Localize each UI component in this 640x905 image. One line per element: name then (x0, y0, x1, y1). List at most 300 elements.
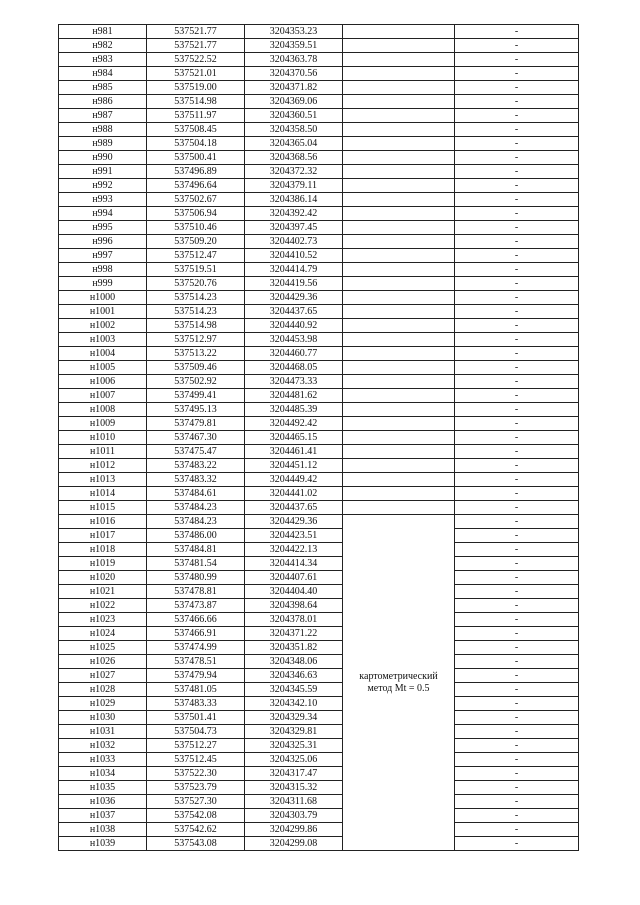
x-coordinate-cell: 537502.92 (147, 375, 245, 389)
y-coordinate-cell: 3204453.98 (245, 333, 343, 347)
x-coordinate-cell: 537484.61 (147, 487, 245, 501)
point-id-cell: н984 (59, 67, 147, 81)
x-coordinate-cell: 537501.41 (147, 711, 245, 725)
y-coordinate-cell: 3204368.56 (245, 151, 343, 165)
method-cell (343, 333, 455, 347)
point-id-cell: н1035 (59, 781, 147, 795)
x-coordinate-cell: 537514.98 (147, 319, 245, 333)
table-row (59, 53, 579, 67)
coordinates-table (58, 24, 579, 851)
extra-cell: - (455, 263, 579, 277)
table-row (59, 445, 579, 459)
x-coordinate-cell: 537484.23 (147, 515, 245, 529)
y-coordinate-cell: 3204465.15 (245, 431, 343, 445)
table-row (59, 487, 579, 501)
y-coordinate-cell: 3204414.79 (245, 263, 343, 277)
method-cell (343, 81, 455, 95)
x-coordinate-cell: 537481.54 (147, 557, 245, 571)
y-coordinate-cell: 3204468.05 (245, 361, 343, 375)
y-coordinate-cell: 3204365.04 (245, 137, 343, 151)
table-row (59, 235, 579, 249)
x-coordinate-cell: 537473.87 (147, 599, 245, 613)
y-coordinate-cell: 3204358.50 (245, 123, 343, 137)
table-row (59, 641, 579, 655)
extra-cell: - (455, 305, 579, 319)
point-id-cell: н983 (59, 53, 147, 67)
table-row (59, 571, 579, 585)
point-id-cell: н1031 (59, 725, 147, 739)
extra-cell: - (455, 599, 579, 613)
point-id-cell: н1011 (59, 445, 147, 459)
method-cell (343, 403, 455, 417)
y-coordinate-cell: 3204441.02 (245, 487, 343, 501)
table-row (59, 753, 579, 767)
extra-cell: - (455, 697, 579, 711)
extra-cell: - (455, 627, 579, 641)
method-cell (343, 221, 455, 235)
method-cell (343, 319, 455, 333)
point-id-cell: н1039 (59, 837, 147, 851)
table-row (59, 151, 579, 165)
table-row (59, 361, 579, 375)
table-row (59, 697, 579, 711)
table-row (59, 375, 579, 389)
table-row (59, 837, 579, 851)
x-coordinate-cell: 537466.66 (147, 613, 245, 627)
y-coordinate-cell: 3204422.13 (245, 543, 343, 557)
point-id-cell: н1019 (59, 557, 147, 571)
method-cell (343, 165, 455, 179)
table-row (59, 291, 579, 305)
method-cell (343, 193, 455, 207)
y-coordinate-cell: 3204492.42 (245, 417, 343, 431)
table-row (59, 39, 579, 53)
extra-cell: - (455, 669, 579, 683)
table-row (59, 389, 579, 403)
point-id-cell: н1036 (59, 795, 147, 809)
x-coordinate-cell: 537519.51 (147, 263, 245, 277)
y-coordinate-cell: 3204345.59 (245, 683, 343, 697)
extra-cell: - (455, 193, 579, 207)
table-row (59, 81, 579, 95)
y-coordinate-cell: 3204303.79 (245, 809, 343, 823)
y-coordinate-cell: 3204419.56 (245, 277, 343, 291)
y-coordinate-cell: 3204485.39 (245, 403, 343, 417)
table-row (59, 277, 579, 291)
method-cell (343, 109, 455, 123)
x-coordinate-cell: 537496.89 (147, 165, 245, 179)
extra-cell: - (455, 165, 579, 179)
point-id-cell: н991 (59, 165, 147, 179)
y-coordinate-cell: 3204311.68 (245, 795, 343, 809)
extra-cell: - (455, 319, 579, 333)
extra-cell: - (455, 725, 579, 739)
extra-cell: - (455, 571, 579, 585)
x-coordinate-cell: 537475.47 (147, 445, 245, 459)
table-row (59, 319, 579, 333)
y-coordinate-cell: 3204378.01 (245, 613, 343, 627)
table-row (59, 473, 579, 487)
x-coordinate-cell: 537483.33 (147, 697, 245, 711)
table-row (59, 165, 579, 179)
method-cell (343, 207, 455, 221)
x-coordinate-cell: 537523.79 (147, 781, 245, 795)
method-cell (343, 375, 455, 389)
y-coordinate-cell: 3204351.82 (245, 641, 343, 655)
extra-cell: - (455, 823, 579, 837)
extra-cell: - (455, 767, 579, 781)
table-row (59, 515, 579, 529)
x-coordinate-cell: 537496.64 (147, 179, 245, 193)
y-coordinate-cell: 3204397.45 (245, 221, 343, 235)
method-cell (343, 431, 455, 445)
point-id-cell: н1033 (59, 753, 147, 767)
x-coordinate-cell: 537508.45 (147, 123, 245, 137)
table-row (59, 823, 579, 837)
point-id-cell: н1032 (59, 739, 147, 753)
y-coordinate-cell: 3204437.65 (245, 305, 343, 319)
table-row (59, 599, 579, 613)
x-coordinate-cell: 537509.20 (147, 235, 245, 249)
x-coordinate-cell: 537512.27 (147, 739, 245, 753)
extra-cell: - (455, 487, 579, 501)
x-coordinate-cell: 537510.46 (147, 221, 245, 235)
method-cell (343, 137, 455, 151)
point-id-cell: н1018 (59, 543, 147, 557)
extra-cell: - (455, 585, 579, 599)
extra-cell: - (455, 641, 579, 655)
x-coordinate-cell: 537483.32 (147, 473, 245, 487)
x-coordinate-cell: 537521.77 (147, 39, 245, 53)
point-id-cell: н1012 (59, 459, 147, 473)
table-row (59, 67, 579, 81)
y-coordinate-cell: 3204360.51 (245, 109, 343, 123)
extra-cell: - (455, 683, 579, 697)
y-coordinate-cell: 3204414.34 (245, 557, 343, 571)
y-coordinate-cell: 3204407.61 (245, 571, 343, 585)
x-coordinate-cell: 537466.91 (147, 627, 245, 641)
point-id-cell: н1022 (59, 599, 147, 613)
point-id-cell: н1000 (59, 291, 147, 305)
point-id-cell: н985 (59, 81, 147, 95)
y-coordinate-cell: 3204473.33 (245, 375, 343, 389)
method-cell (343, 151, 455, 165)
method-cell (343, 389, 455, 403)
x-coordinate-cell: 537522.52 (147, 53, 245, 67)
y-coordinate-cell: 3204371.22 (245, 627, 343, 641)
method-cell (343, 459, 455, 473)
extra-cell: - (455, 389, 579, 403)
x-coordinate-cell: 537474.99 (147, 641, 245, 655)
table-row (59, 459, 579, 473)
x-coordinate-cell: 537480.99 (147, 571, 245, 585)
x-coordinate-cell: 537514.98 (147, 95, 245, 109)
table-row (59, 333, 579, 347)
point-id-cell: н996 (59, 235, 147, 249)
x-coordinate-cell: 537521.77 (147, 25, 245, 39)
extra-cell: - (455, 431, 579, 445)
point-id-cell: н989 (59, 137, 147, 151)
y-coordinate-cell: 3204449.42 (245, 473, 343, 487)
table-row (59, 767, 579, 781)
point-id-cell: н982 (59, 39, 147, 53)
y-coordinate-cell: 3204370.56 (245, 67, 343, 81)
extra-cell: - (455, 375, 579, 389)
table-row (59, 543, 579, 557)
y-coordinate-cell: 3204369.06 (245, 95, 343, 109)
extra-cell: - (455, 501, 579, 515)
table-row (59, 207, 579, 221)
x-coordinate-cell: 537478.81 (147, 585, 245, 599)
extra-cell: - (455, 277, 579, 291)
method-cell (343, 123, 455, 137)
extra-cell: - (455, 515, 579, 529)
x-coordinate-cell: 537512.45 (147, 753, 245, 767)
y-coordinate-cell: 3204371.82 (245, 81, 343, 95)
x-coordinate-cell: 537479.94 (147, 669, 245, 683)
y-coordinate-cell: 3204299.86 (245, 823, 343, 837)
x-coordinate-cell: 537512.47 (147, 249, 245, 263)
point-id-cell: н987 (59, 109, 147, 123)
y-coordinate-cell: 3204363.78 (245, 53, 343, 67)
point-id-cell: н1005 (59, 361, 147, 375)
y-coordinate-cell: 3204410.52 (245, 249, 343, 263)
method-cell (343, 95, 455, 109)
x-coordinate-cell: 537478.51 (147, 655, 245, 669)
point-id-cell: н1014 (59, 487, 147, 501)
point-id-cell: н1017 (59, 529, 147, 543)
table-row (59, 725, 579, 739)
point-id-cell: н1010 (59, 431, 147, 445)
point-id-cell: н1001 (59, 305, 147, 319)
x-coordinate-cell: 537495.13 (147, 403, 245, 417)
table-row (59, 109, 579, 123)
extra-cell: - (455, 291, 579, 305)
table-row (59, 305, 579, 319)
table-row (59, 249, 579, 263)
point-id-cell: н1023 (59, 613, 147, 627)
table-row (59, 221, 579, 235)
point-id-cell: н1020 (59, 571, 147, 585)
point-id-cell: н1030 (59, 711, 147, 725)
point-id-cell: н981 (59, 25, 147, 39)
x-coordinate-cell: 537511.97 (147, 109, 245, 123)
x-coordinate-cell: 537486.00 (147, 529, 245, 543)
extra-cell: - (455, 739, 579, 753)
x-coordinate-cell: 537504.18 (147, 137, 245, 151)
y-coordinate-cell: 3204342.10 (245, 697, 343, 711)
point-id-cell: н999 (59, 277, 147, 291)
method-cell (343, 263, 455, 277)
method-cell (343, 291, 455, 305)
y-coordinate-cell: 3204429.36 (245, 291, 343, 305)
extra-cell: - (455, 529, 579, 543)
x-coordinate-cell: 537543.08 (147, 837, 245, 851)
point-id-cell: н1006 (59, 375, 147, 389)
y-coordinate-cell: 3204372.32 (245, 165, 343, 179)
point-id-cell: н1004 (59, 347, 147, 361)
method-cell (343, 179, 455, 193)
extra-cell: - (455, 151, 579, 165)
table-row (59, 501, 579, 515)
table-row (59, 711, 579, 725)
point-id-cell: н1007 (59, 389, 147, 403)
x-coordinate-cell: 537500.41 (147, 151, 245, 165)
method-cell (343, 235, 455, 249)
point-id-cell: н1027 (59, 669, 147, 683)
table-row (59, 403, 579, 417)
point-id-cell: н1025 (59, 641, 147, 655)
y-coordinate-cell: 3204404.40 (245, 585, 343, 599)
point-id-cell: н988 (59, 123, 147, 137)
x-coordinate-cell: 537484.23 (147, 501, 245, 515)
point-id-cell: н1028 (59, 683, 147, 697)
table-row (59, 557, 579, 571)
x-coordinate-cell: 537499.41 (147, 389, 245, 403)
point-id-cell: н1037 (59, 809, 147, 823)
extra-cell: - (455, 361, 579, 375)
point-id-cell: н990 (59, 151, 147, 165)
y-coordinate-cell: 3204317.47 (245, 767, 343, 781)
extra-cell: - (455, 53, 579, 67)
table-row (59, 347, 579, 361)
extra-cell: - (455, 333, 579, 347)
y-coordinate-cell: 3204353.23 (245, 25, 343, 39)
extra-cell: - (455, 809, 579, 823)
point-id-cell: н1013 (59, 473, 147, 487)
extra-cell: - (455, 109, 579, 123)
extra-cell: - (455, 403, 579, 417)
point-id-cell: н1038 (59, 823, 147, 837)
table-row (59, 739, 579, 753)
method-cell (343, 417, 455, 431)
extra-cell: - (455, 123, 579, 137)
y-coordinate-cell: 3204481.62 (245, 389, 343, 403)
method-cell (343, 347, 455, 361)
point-id-cell: н1024 (59, 627, 147, 641)
y-coordinate-cell: 3204315.32 (245, 781, 343, 795)
y-coordinate-cell: 3204299.08 (245, 837, 343, 851)
x-coordinate-cell: 537504.73 (147, 725, 245, 739)
point-id-cell: н994 (59, 207, 147, 221)
x-coordinate-cell: 537481.05 (147, 683, 245, 697)
extra-cell: - (455, 655, 579, 669)
x-coordinate-cell: 537519.00 (147, 81, 245, 95)
x-coordinate-cell: 537542.62 (147, 823, 245, 837)
y-coordinate-cell: 3204325.06 (245, 753, 343, 767)
extra-cell: - (455, 249, 579, 263)
method-cell (343, 473, 455, 487)
table-row (59, 263, 579, 277)
y-coordinate-cell: 3204386.14 (245, 193, 343, 207)
method-cell (343, 361, 455, 375)
x-coordinate-cell: 537467.30 (147, 431, 245, 445)
extra-cell: - (455, 781, 579, 795)
y-coordinate-cell: 3204440.92 (245, 319, 343, 333)
extra-cell: - (455, 795, 579, 809)
y-coordinate-cell: 3204398.64 (245, 599, 343, 613)
method-cell (343, 67, 455, 81)
extra-cell: - (455, 445, 579, 459)
extra-cell: - (455, 39, 579, 53)
table-row (59, 95, 579, 109)
method-cell (343, 39, 455, 53)
y-coordinate-cell: 3204348.06 (245, 655, 343, 669)
y-coordinate-cell: 3204379.11 (245, 179, 343, 193)
table-row (59, 431, 579, 445)
x-coordinate-cell: 537520.76 (147, 277, 245, 291)
table-row (59, 795, 579, 809)
extra-cell: - (455, 417, 579, 431)
table-row (59, 585, 579, 599)
method-cell (343, 277, 455, 291)
table-row (59, 123, 579, 137)
method-cell (343, 53, 455, 67)
table-row (59, 529, 579, 543)
table-row (59, 627, 579, 641)
table-row (59, 137, 579, 151)
x-coordinate-cell: 537521.01 (147, 67, 245, 81)
x-coordinate-cell: 537484.81 (147, 543, 245, 557)
coordinates-table-body (59, 25, 579, 851)
x-coordinate-cell: 537514.23 (147, 305, 245, 319)
extra-cell: - (455, 473, 579, 487)
method-cell (343, 501, 455, 515)
table-row (59, 613, 579, 627)
y-coordinate-cell: 3204329.34 (245, 711, 343, 725)
coordinate-table-page (58, 24, 578, 851)
extra-cell: - (455, 179, 579, 193)
method-cell (343, 445, 455, 459)
x-coordinate-cell: 537527.30 (147, 795, 245, 809)
x-coordinate-cell: 537542.08 (147, 809, 245, 823)
table-row (59, 655, 579, 669)
y-coordinate-cell: 3204325.31 (245, 739, 343, 753)
extra-cell: - (455, 95, 579, 109)
extra-cell: - (455, 753, 579, 767)
point-id-cell: н1026 (59, 655, 147, 669)
extra-cell: - (455, 67, 579, 81)
point-id-cell: н1015 (59, 501, 147, 515)
point-id-cell: н992 (59, 179, 147, 193)
y-coordinate-cell: 3204451.12 (245, 459, 343, 473)
table-row (59, 669, 579, 683)
table-row (59, 25, 579, 39)
extra-cell: - (455, 207, 579, 221)
point-id-cell: н1029 (59, 697, 147, 711)
x-coordinate-cell: 537509.46 (147, 361, 245, 375)
extra-cell: - (455, 137, 579, 151)
table-row (59, 809, 579, 823)
y-coordinate-cell: 3204461.41 (245, 445, 343, 459)
x-coordinate-cell: 537506.94 (147, 207, 245, 221)
table-row (59, 179, 579, 193)
extra-cell: - (455, 613, 579, 627)
extra-cell: - (455, 543, 579, 557)
extra-cell: - (455, 235, 579, 249)
extra-cell: - (455, 221, 579, 235)
extra-cell: - (455, 459, 579, 473)
y-coordinate-cell: 3204392.42 (245, 207, 343, 221)
x-coordinate-cell: 537479.81 (147, 417, 245, 431)
point-id-cell: н986 (59, 95, 147, 109)
table-row (59, 417, 579, 431)
method-cell (343, 25, 455, 39)
x-coordinate-cell: 537522.30 (147, 767, 245, 781)
point-id-cell: н1008 (59, 403, 147, 417)
extra-cell: - (455, 837, 579, 851)
y-coordinate-cell: 3204429.36 (245, 515, 343, 529)
